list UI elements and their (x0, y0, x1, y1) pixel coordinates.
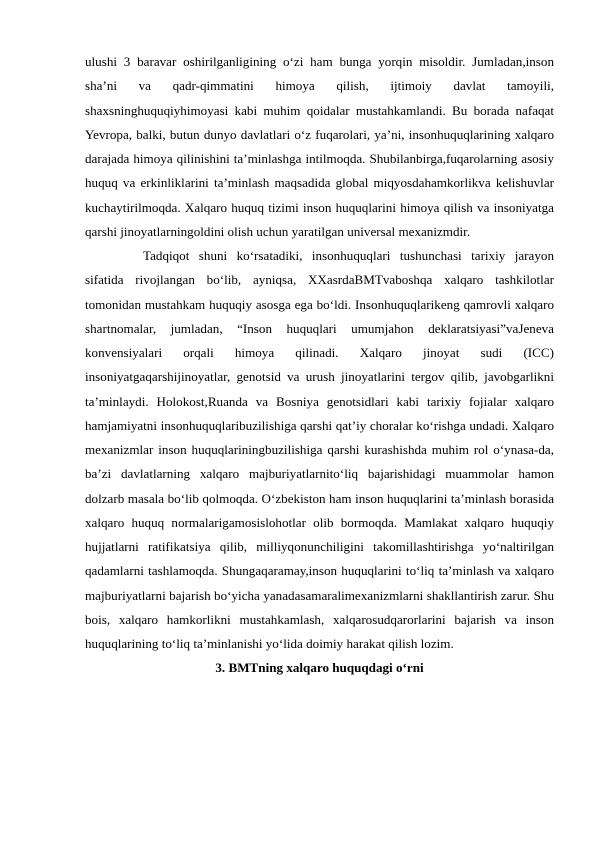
body-paragraph: ulushi 3 baravar oshirilganligining o‘zi ham bunga yorqin misoldir. Jumladan,inson sha’ni va qadr-qimmatini himoya qilish, ijtimoiy davlat tamoyili, shaxsninghuquqiyhimoyasi kabi muhim qoidalar mustahkamlandi. Bu borada nafaqat Yevropa, balki, butun dunyo davlatlari o‘z fuqarolari, ya’ni, insonhuquqlarining xalqaro darajada himoya qilinishini ta’minlashga intilmoqda. Shubilanbirga,fuqarolarning asosiy huquq va erkinliklarini ta’minlash maqsadida global miqyosdahamkorlikva kelishuvlar kuchaytirilmoqda. Xalqaro huquq tizimi inson huquqlarini himoya qilish va insoniyatga qarshi jinoyatlarningoldini olish uchun yaratilgan universal mexanizmdir. (85, 54, 554, 239)
document-page (85, 50, 554, 681)
body-paragraph: Tadqiqot shuni ko‘rsatadiki, insonhuquqlari tushunchasi tarixiy jarayon sifatida rivojlangan bo‘lib, ayniqsa, XXasrdaBMTvaboshqa xalqaro tashkilotlar tomonidan mustahkam huquqiy asosga ega bo‘ldi. Insonhuquqlarikeng qamrovli xalqaro shartnomalar, jumladan, “Inson huquqlari umumjahon deklaratsiyasi”vaJeneva konvensiyalari orqali himoya qilinadi. Xalqaro jinoyat sudi (ICC) insoniyatgaqarshijinoyatlar, genotsid va urush jinoyatlarini tergov qilib, javobgarlikni ta’minlaydi. Holokost,Ruanda va Bosniya genotsidlari kabi tarixiy fojialar xalqaro hamjamiyatni insonhuquqlaribuzilishiga qarshi qat’iy choralar ko‘rishga undadi. Xalqaro mexanizmlar inson huquqlariningbuzilishiga qarshi kurashishda muhim rol o‘ynasa-da, ba’zi davlatlarning xalqaro majburiyatlarnito‘liq bajarishidagi muammolar hamon dolzarb masala bo‘lib qolmoqda. O‘zbekiston ham inson huquqlarini ta’minlash borasida xalqaro huquq normalarigamosislohotlar olib bormoqda. Mamlakat xalqaro huquqiy hujjatlarni ratifikatsiya qilib, milliyqonunchiligini takomillashtirishga yo‘naltirilgan qadamlarni tashlamoqda. Shungaqaramay,inson huquqlarini to‘liq ta’minlash va xalqaro majburiyatlarni bajarish bo‘yicha yanadasamaralimexanizmlarni shakllantirish zarur. Shu bois, xalqaro hamkorlikni mustahkamlash, xalqarosudqarorlarini bajarish va inson huquqlarining to‘liq ta’minlanishi yo‘lida doimiy harakat qilish lozim. (85, 248, 554, 651)
section-heading: 3. BMTning xalqaro huquqdagi o‘rni (215, 660, 424, 676)
